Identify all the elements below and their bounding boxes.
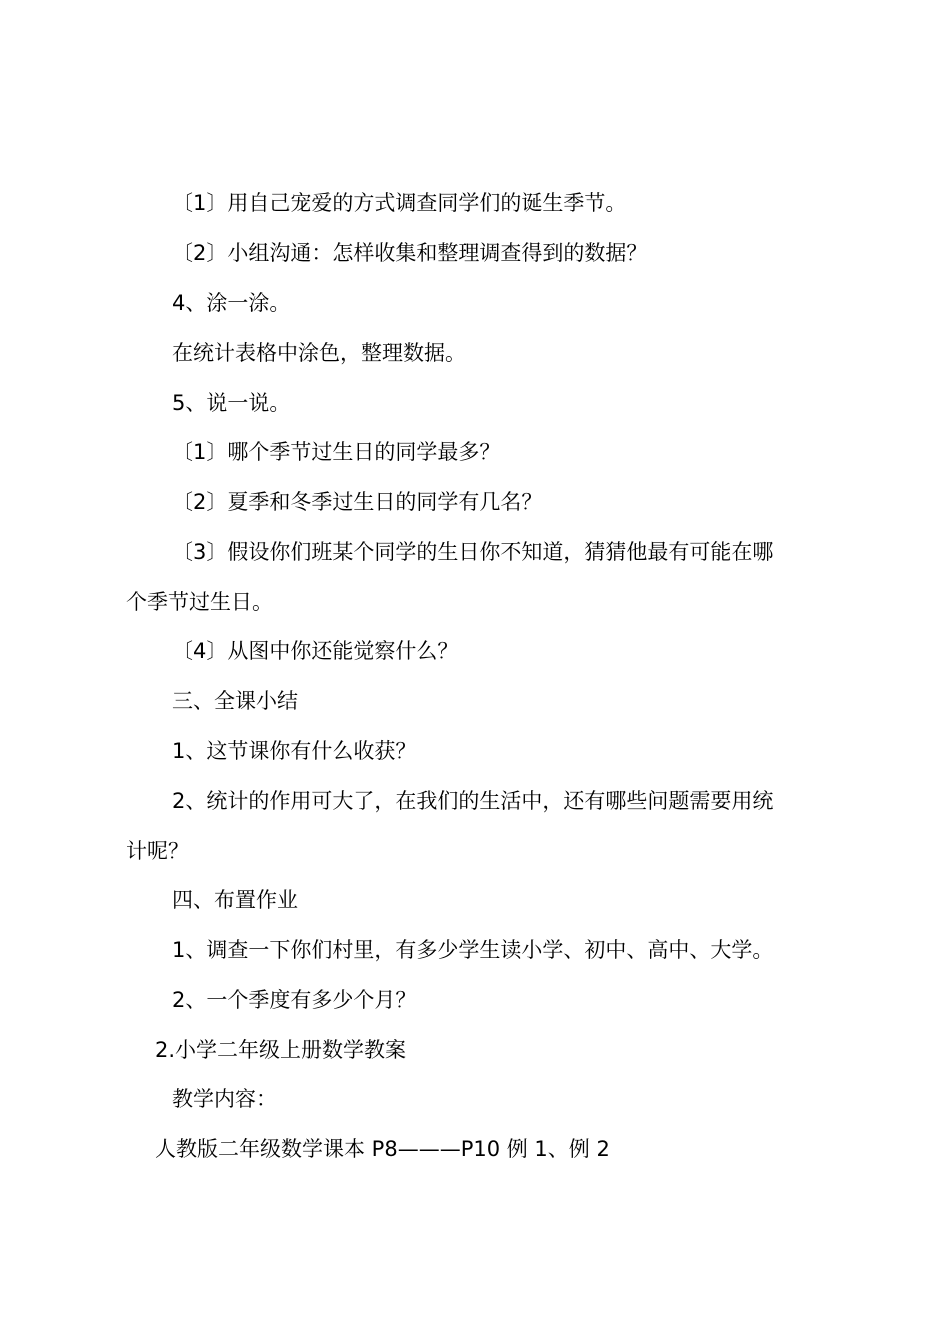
section-heading: 四、布置作业 [172, 888, 298, 912]
text-line: 〔4〕从图中你还能觉察什么？ [172, 639, 459, 663]
text-line: 人教版二年级数学课本 P8———P10 例 1、例 2 [155, 1137, 610, 1161]
text-line: 〔1〕用自己宠爱的方式调查同学们的诞生季节。 [172, 191, 627, 215]
section-title: 2.小学二年级上册数学教案 [155, 1038, 407, 1062]
text-line: 〔2〕夏季和冬季过生日的同学有几名？ [172, 490, 543, 514]
text-line: 1、调查一下你们村里，有多少学生读小学、初中、高中、大学。 [172, 938, 774, 962]
text-line: 〔3〕假设你们班某个同学的生日你不知道，猜猜他最有可能在哪 [172, 540, 774, 564]
text-line: 2、一个季度有多少个月？ [172, 988, 417, 1012]
text-line: 2、统计的作用可大了，在我们的生活中，还有哪些问题需要用统 [172, 789, 774, 813]
text-line: 1、这节课你有什么收获？ [172, 739, 417, 763]
text-line: 计呢？ [126, 839, 189, 863]
text-line: 教学内容： [172, 1087, 277, 1111]
text-line: 个季节过生日。 [126, 590, 273, 614]
text-line: 5、说一说。 [172, 391, 291, 415]
text-line: 在统计表格中涂色，整理数据。 [172, 341, 466, 365]
text-line: 4、涂一涂。 [172, 291, 291, 315]
text-line: 〔1〕哪个季节过生日的同学最多？ [172, 440, 501, 464]
section-heading: 三、全课小结 [172, 689, 298, 713]
text-line: 〔2〕小组沟通：怎样收集和整理调查得到的数据？ [172, 241, 648, 265]
